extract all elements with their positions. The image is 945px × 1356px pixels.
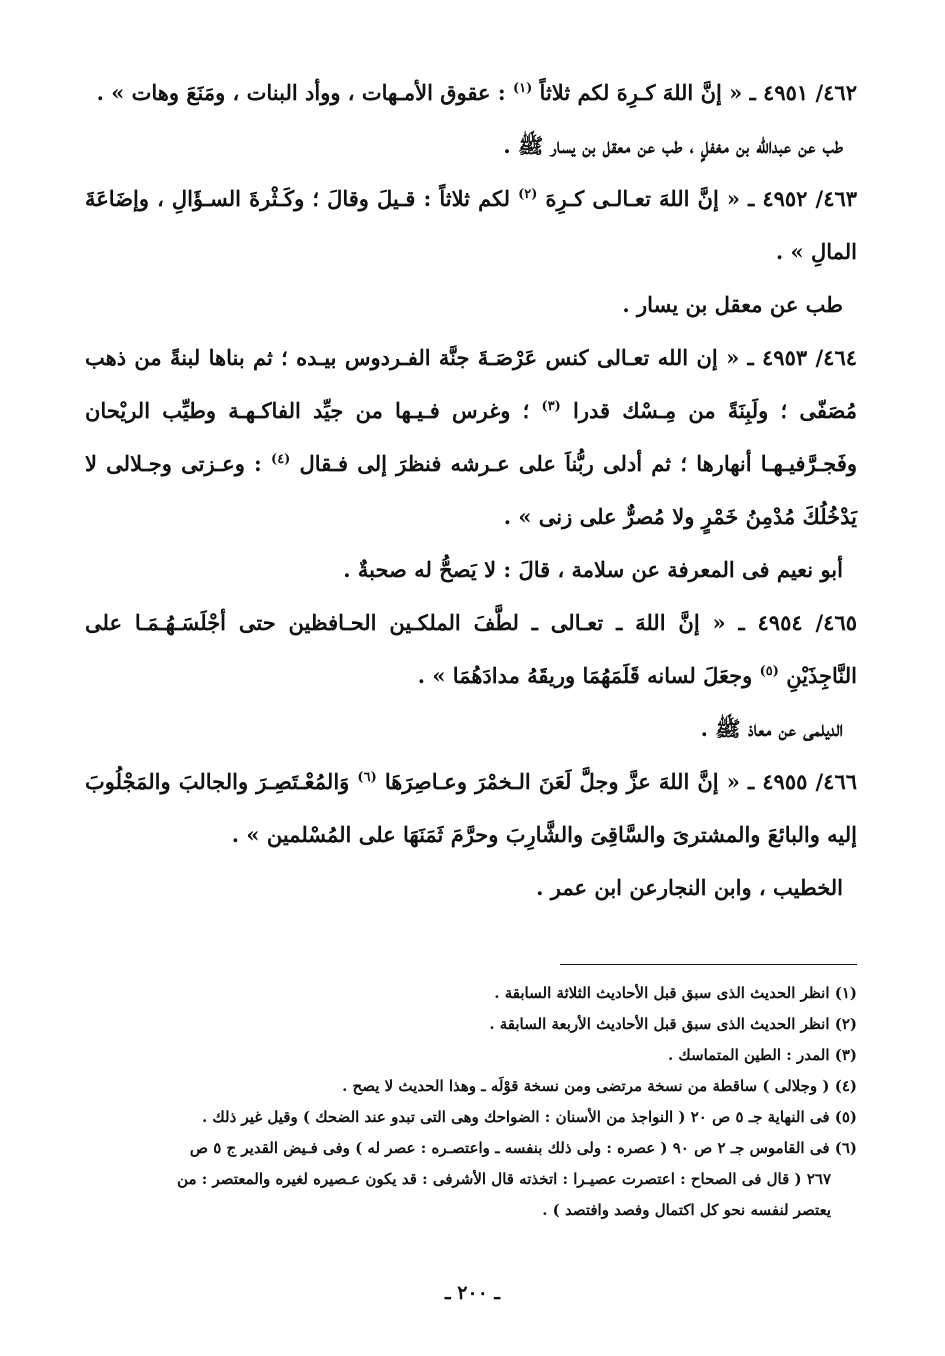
footnote: (٦) فى القاموس جـ ٢ ص ٩٠ ( عصره : ولى ذلك بنفسه ـ واعتصـره : عصر له ) وفى فـيض القدير ج ٥ ص bbox=[189, 1139, 857, 1157]
hadith-text-cont: وَالمُعْـتَصِـرَ والجالبَ والمَجْلُوبَ إليه والبائعَ والمشترىَ والسَّاقِىَ والشَّارِبَ وحرَّمَ ثَمَنَهَا على المُسْلمين » . bbox=[85, 769, 857, 847]
hadith-text: « إنَّ اللهَ عزَّ وجلَّ لَعَنَ الـخمْرَ وعـاصِرَهَا bbox=[384, 769, 740, 794]
hadith-number: ٤٦٣/ ٤٩٥٢ bbox=[762, 186, 858, 211]
hadith-text-cont: وجعَلَ لسانه قَلَمَهُمَا وريقَهُ مدادَهُمَا » . bbox=[417, 663, 753, 688]
hadith-source: أبو نعيم فى المعرفة عن سلامة ، قالَ : لا يَصحُّ له صحبةٌ . bbox=[343, 557, 843, 582]
footnote: (١) انظر الحديث الذى سبق قبل الأحاديث الثلاثة السابقة . bbox=[494, 984, 857, 1002]
footnote-ref: (١) bbox=[512, 81, 533, 96]
hadith-number: ٤٦٤/ ٤٩٥٣ bbox=[762, 345, 858, 370]
hadith-466: ٤٦٦/ ٤٩٥٥ ـ « إنَّ اللهَ عزَّ وجلَّ لَعَنَ الـخمْرَ وعـاصِرَهَا $^{(٦)}$ وَالمُعْـتَصِـرَ والجالبَ والمَجْلُوبَ إليه والبائعَ والمشترىَ والسَّاقِىَ والشَّارِبَ وحرَّمَ ثَمَنَهَا على المُسْلمين » . bbox=[85, 769, 858, 847]
footnote: (٢) انظر الحديث الذى سبق قبل الأحاديث الأربعة السابقة . bbox=[489, 1015, 857, 1033]
main-text bbox=[85, 66, 857, 914]
hadith-465: ٤٦٥/ ٤٩٥٤ ـ « إنَّ اللهَ ـ تعـالى ـ لطَّفَ الملكـين الحـافظين حتى أجْلَسَـهُـمَـا على النَّاجِذَيْنِ $^{(٥)}$ وجعَلَ لسانه قَلَمَهُمَا وريقَهُ مدادَهُمَا » . bbox=[85, 610, 858, 688]
hadith-number: ٤٦٥/ ٤٩٥٤ bbox=[757, 610, 858, 635]
hadith-text-cont: لكم ثلاثاً : قـيلَ وقالَ ؛ وكَـثْرةَ السـؤَالِ ، وإضَاعَةَ المالِ » . bbox=[85, 186, 857, 264]
hadith-text: « إنَّ اللهَ ـ تعـالى ـ لطَّفَ الملكـين الحـافظين حتى أجْلَسَـهُـمَـا على النَّاجِذَيْنِ bbox=[85, 610, 857, 688]
hadith-source: طب عن عبدالله بن مغفلٍ ، طب عن معقل بن يسار ﷺ . bbox=[503, 133, 843, 158]
hadith-source: الخطيب ، وابن النجارعن ابن عمر . bbox=[536, 875, 843, 900]
footnote-ref: (٥) bbox=[759, 664, 779, 679]
footnotes bbox=[85, 978, 857, 1226]
hadith-number: ٤٦٦/ ٤٩٥٥ bbox=[762, 769, 858, 794]
footnote-continuation: ٢٦٧ ( قال فى الصحاح : اعتصرت عصيـرا : اتخذته قال الأشرفى : قد يكون عـصيره لغيره والمعتصر : من bbox=[177, 1170, 831, 1188]
hadith-text: « إنَّ اللهَ تعـالـى كـرِهَ bbox=[545, 186, 740, 211]
hadith-text: « إن الله تعـالى كنس عَرْصَـةَ جنَّة الفـردوس بيـده ؛ ثم بناها لبنةً من ذهب مُصَفّى ؛ ولَبِنَةً من مِـسْك قدرا bbox=[85, 345, 858, 423]
hadith-text-cont: ؛ وغرس فـيـها من جيِّد الفاكـهـة وطيِّب الريْحان وفَجـرَّفيـهـا أنهارها ؛ ثم أدلى ربُّناَ على عـرشه فنظرَ إلى فـقال bbox=[85, 398, 858, 476]
footnote: (٤) ( وجلالى ) ساقطة من نسخة مرتضى ومن نسخة قوْلَه ـ وهذا الحديث لا يصح . bbox=[342, 1077, 857, 1095]
hadith-text-cont: : عقوق الأمـهات ، ووأد البنات ، ومَنَعَ وهات » . bbox=[96, 80, 506, 105]
footnote-ref: (٦) bbox=[357, 770, 377, 785]
footnote: (٥) فى النهاية جـ ٥ ص ٢٠ ( النواجذ من الأسنان : الضواحك وهى التى تبدو عند الضحك ) وقيل غير ذلك . bbox=[201, 1108, 857, 1126]
footnote-continuation: يعتصر لنفسه نحو كل اكتمال وفصد وافتصد ) . bbox=[542, 1201, 831, 1219]
hadith-463: ٤٦٣/ ٤٩٥٢ ـ « إنَّ اللهَ تعـالـى كـرِهَ $^{(٢)}$ لكم ثلاثاً : قـيلَ وقالَ ؛ وكَـثْرةَ السـؤَالِ ، وإضَاعَةَ المالِ » . bbox=[85, 186, 858, 264]
hadith-number: ٤٦٢/ ٤٩٥١ bbox=[763, 80, 857, 105]
footnote: (٣) المدر : الطين المتماسك . bbox=[667, 1046, 857, 1064]
footnote-ref: (٣) bbox=[541, 399, 561, 414]
hadith-text: « إنَّ اللهَ كـرِهَ لكم ثلاثاً bbox=[539, 80, 743, 105]
hadith-462: ٤٦٢/ ٤٩٥١ ـ « إنَّ اللهَ كـرِهَ لكم ثلاثاً $^{(١)}$ : عقوق الأمـهات ، ووأد البنات ، ومَنَعَ وهات » . bbox=[96, 80, 857, 105]
footnote-ref: (٢) bbox=[518, 187, 538, 202]
hadith-source: الديلمى عن معاذ ﷺ . bbox=[700, 716, 843, 741]
footnote-ref: (٤) bbox=[271, 452, 291, 467]
page-number: ـ ٢٠٠ ـ bbox=[445, 1282, 500, 1304]
footnote-divider bbox=[560, 964, 857, 965]
hadith-text-cont: : وعـزتى وجـلالى لا يَدْخُلُكَ مُدْمِنُ خَمْرٍ ولا مُصرٌّ على زنى » . bbox=[85, 451, 857, 529]
hadith-464: ٤٦٤/ ٤٩٥٣ ـ « إن الله تعـالى كنس عَرْصَـةَ جنَّة الفـردوس بيـده ؛ ثم بناها لبنةً من ذهب مُصَفّى ؛ ولَبِنَةً من مِـسْك قدرا $^{(٣)}$ ؛ وغرس فـيـها من جيِّد الفاكـهـة وطيِّب الريْحان وفَجـرَّفيـهـا أنهارها ؛ ثم أدلى ربُّناَ على عـرشه فنظرَ إلى فـقال $^{(٤)}$ : وعـزتى وجـلالى لا يَدْخُلُكَ مُدْمِنُ خَمْرٍ ولا مُصرٌّ على زنى » . bbox=[85, 345, 858, 529]
hadith-source: طب عن معقل بن يسار . bbox=[622, 292, 843, 317]
